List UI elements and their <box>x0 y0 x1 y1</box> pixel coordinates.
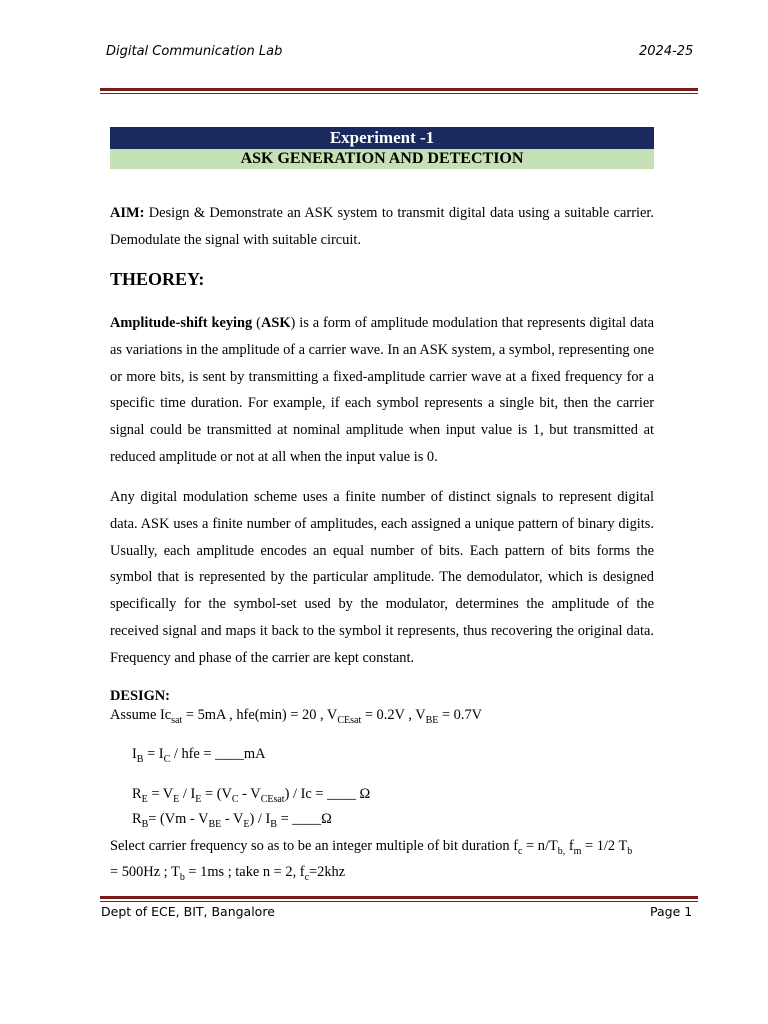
text: = (Vm - V <box>148 811 209 827</box>
text: R <box>132 786 142 802</box>
subscript: E <box>173 793 180 805</box>
text: = 5mA , hfe(min) = 20 , V <box>182 707 338 723</box>
text: = V <box>147 786 174 802</box>
answer-blank: ____ <box>292 811 322 827</box>
subscript: B <box>270 818 277 830</box>
design-assumptions <box>110 707 482 726</box>
text: = I <box>143 746 164 762</box>
answer-blank: ____ <box>215 746 244 762</box>
header-rule-thin <box>100 93 698 94</box>
text: = 0.2V , V <box>361 707 426 723</box>
text: ) / I <box>249 811 271 827</box>
text: = 0.7V <box>438 707 483 723</box>
subscript: B <box>136 753 144 765</box>
header-academic-year: 2024-25 <box>639 44 694 59</box>
text: I <box>132 746 137 762</box>
footer-rule-thick <box>100 896 698 899</box>
text: R <box>132 811 142 827</box>
theory-paragraph-1 <box>110 310 654 471</box>
base-current-equation <box>132 746 266 765</box>
text: ) / Ic = <box>284 786 328 802</box>
header-rule-thick <box>100 88 698 91</box>
subscript: b <box>627 845 633 857</box>
aim-text: Design & Demonstrate an ASK system to transmit digital data using a suitable carrier. Demodulate the signal with suitable circuit. <box>110 205 654 248</box>
subscript: C <box>163 753 171 765</box>
aim-paragraph <box>110 200 654 254</box>
subscript: c <box>517 845 523 857</box>
text: f <box>565 838 574 854</box>
paren-open: ( <box>252 315 261 331</box>
theory-heading: THEOREY: <box>110 269 205 289</box>
subscript: B <box>141 818 149 830</box>
theory-p1-text: ) is a form of amplitude modulation that represents digital data as variations in the amplitude of a carrier wave. In an ASK system, a symbol, representing one or more bits, is sent by transmitting a fixed-amplitude carrier wave at a fixed frequency for a specific time duration. For example, if each symbol represents a single bit, then the carrier signal could be transmitted at nominal amplitude when input value is 1, but transmitted at reduced amplitude or not at all when the input value is 0. <box>110 315 655 465</box>
text: = (V <box>201 786 232 802</box>
subscript: BE <box>425 714 439 726</box>
ask-abbr: ASK <box>260 315 291 331</box>
aim-label: AIM: <box>110 205 145 221</box>
text: / I <box>179 786 196 802</box>
text: Ω <box>355 786 371 802</box>
text: / hfe = <box>170 746 216 762</box>
subscript: CEsat <box>337 714 362 726</box>
footer-page-number: Page 1 <box>650 904 693 919</box>
subscript: BE <box>208 818 222 830</box>
experiment-subtitle-bar: ASK GENERATION AND DETECTION <box>110 149 654 169</box>
theory-paragraph-2: Any digital modulation scheme uses a finite number of distinct signals to represent digital data. ASK uses a finite number of amplitudes, each assigned a unique pattern of binary digits. Usually, each amplitude encodes an equal number of bits. Each pattern of bits forms the symbol that is represented by the particular amplitude. The demodulator, which is designed specifically for the symbol-set used by the modulator, determines the amplitude of the received signal and maps it back to the symbol it represents, thus recovering the original data. Frequency and phase of the carrier are kept constant. <box>110 489 654 666</box>
text: mA <box>243 746 266 762</box>
text: - V <box>238 786 261 802</box>
text: Select carrier frequency so as to be an integer multiple of bit duration f <box>110 838 518 854</box>
text: = 1ms ; take n = 2, f <box>184 864 305 880</box>
subscript: sat <box>171 714 183 726</box>
subscript: c <box>304 871 310 883</box>
text: Assume Ic <box>110 707 172 723</box>
ask-term: Amplitude-shift keying <box>110 315 253 331</box>
subscript: E <box>195 793 202 805</box>
text: = 1/2 T <box>581 838 628 854</box>
subscript: E <box>141 793 148 805</box>
subscript: E <box>243 818 250 830</box>
subscript: b <box>179 871 185 883</box>
text: =2khz <box>309 864 346 880</box>
base-resistor-equation <box>132 811 332 830</box>
bit-duration-values <box>110 864 345 883</box>
carrier-frequency-rule <box>110 838 632 857</box>
text: = <box>276 811 293 827</box>
subscript: b, <box>557 845 566 857</box>
subscript: C <box>231 793 239 805</box>
subscript: CEsat <box>260 793 285 805</box>
answer-blank: ____ <box>327 786 356 802</box>
text: - V <box>221 811 244 827</box>
experiment-title-bar: Experiment -1 <box>110 127 654 149</box>
design-heading: DESIGN: <box>110 688 170 704</box>
text: Ω <box>321 811 332 827</box>
subscript: m <box>573 845 582 857</box>
header-course-title: Digital Communication Lab <box>106 44 283 59</box>
text: = 500Hz ; T <box>110 864 180 880</box>
emitter-resistor-equation <box>132 786 370 805</box>
footer-department: Dept of ECE, BIT, Bangalore <box>101 904 275 919</box>
footer-rule-thin <box>100 901 698 902</box>
text: = n/T <box>522 838 558 854</box>
